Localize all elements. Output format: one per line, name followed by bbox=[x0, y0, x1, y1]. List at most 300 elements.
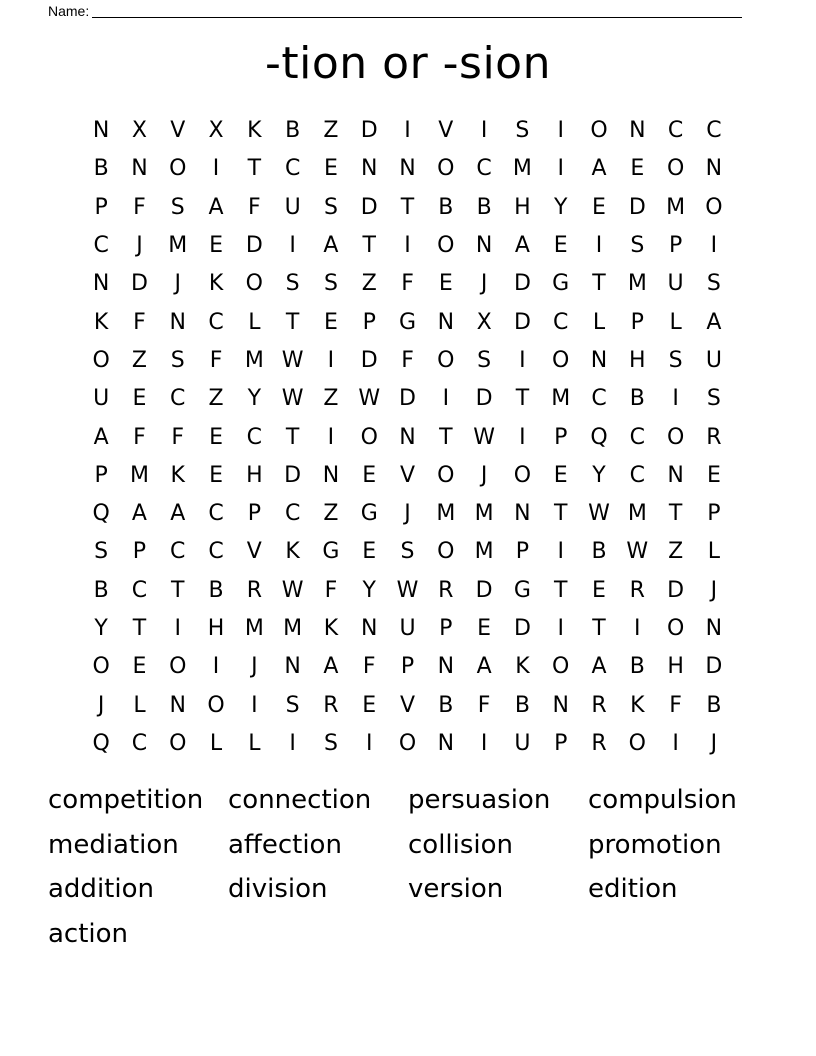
grid-letter[interactable]: D bbox=[667, 577, 685, 603]
grid-letter[interactable]: D bbox=[360, 347, 378, 373]
grid-letter[interactable]: A bbox=[476, 654, 492, 680]
grid-letter[interactable]: A bbox=[591, 654, 607, 680]
grid-letter[interactable]: M bbox=[129, 462, 149, 488]
grid-letter[interactable]: V bbox=[246, 539, 262, 565]
grid-letter[interactable]: Z bbox=[323, 118, 339, 144]
grid-letter[interactable]: C bbox=[629, 424, 645, 450]
grid-letter[interactable]: I bbox=[480, 730, 488, 756]
grid-letter[interactable]: B bbox=[629, 654, 645, 680]
grid-letter[interactable]: B bbox=[514, 692, 530, 718]
grid-letter[interactable]: H bbox=[246, 462, 263, 488]
grid-letter[interactable]: I bbox=[710, 233, 718, 259]
grid-letter[interactable]: A bbox=[170, 501, 186, 527]
grid-letter[interactable]: P bbox=[400, 654, 415, 680]
grid-letter[interactable]: K bbox=[285, 539, 300, 565]
grid-letter[interactable]: E bbox=[323, 309, 338, 335]
grid-letter[interactable]: R bbox=[246, 577, 262, 603]
grid-letter[interactable]: O bbox=[552, 347, 570, 373]
grid-letter[interactable]: W bbox=[281, 577, 304, 603]
grid-letter[interactable]: N bbox=[399, 156, 416, 182]
grid-letter[interactable]: B bbox=[208, 577, 224, 603]
grid-letter[interactable]: T bbox=[592, 271, 606, 297]
grid-letter[interactable]: R bbox=[591, 730, 607, 756]
grid-letter[interactable]: J bbox=[404, 501, 411, 527]
grid-letter[interactable]: K bbox=[208, 271, 224, 297]
grid-letter[interactable]: T bbox=[439, 424, 453, 450]
grid-letter[interactable]: I bbox=[557, 156, 564, 182]
grid-letter[interactable]: M bbox=[474, 539, 494, 565]
grid-letter[interactable]: I bbox=[289, 730, 296, 756]
grid-letter[interactable]: I bbox=[595, 233, 603, 259]
grid-letter[interactable]: L bbox=[592, 309, 606, 335]
grid-letter[interactable]: P bbox=[554, 424, 568, 450]
grid-letter[interactable]: D bbox=[245, 233, 263, 259]
grid-letter[interactable]: J bbox=[480, 462, 488, 488]
word-list-item: collision bbox=[408, 829, 514, 860]
grid-letter[interactable]: B bbox=[93, 156, 109, 182]
grid-letter[interactable]: F bbox=[324, 577, 338, 603]
grid-letter[interactable]: I bbox=[404, 118, 411, 144]
grid-letter[interactable]: D bbox=[360, 118, 378, 144]
grid-letter[interactable]: H bbox=[207, 616, 225, 641]
grid-letter[interactable]: C bbox=[208, 309, 224, 335]
grid-letter[interactable]: A bbox=[591, 156, 607, 182]
grid-letter[interactable]: I bbox=[289, 233, 296, 259]
grid-letter[interactable]: J bbox=[251, 654, 258, 680]
grid-letter[interactable]: A bbox=[93, 424, 109, 450]
grid-letter[interactable]: T bbox=[362, 233, 376, 259]
grid-letter[interactable]: J bbox=[97, 692, 105, 718]
grid-letter[interactable]: T bbox=[285, 424, 300, 450]
grid-letter[interactable]: C bbox=[170, 539, 186, 565]
grid-letter[interactable]: T bbox=[668, 501, 683, 527]
grid-letter[interactable]: F bbox=[171, 424, 185, 450]
grid-letter[interactable]: Y bbox=[553, 194, 568, 220]
grid-letter[interactable]: M bbox=[283, 616, 303, 641]
grid-letter[interactable]: D bbox=[705, 654, 723, 680]
grid-letter[interactable]: O bbox=[92, 347, 110, 373]
grid-letter[interactable]: L bbox=[248, 309, 261, 335]
grid-letter[interactable]: N bbox=[705, 156, 723, 182]
grid-letter[interactable]: N bbox=[360, 616, 378, 641]
grid-letter[interactable]: E bbox=[630, 156, 645, 182]
grid-letter[interactable]: S bbox=[477, 347, 492, 373]
grid-letter[interactable]: Y bbox=[362, 577, 376, 603]
word-search-grid bbox=[82, 112, 733, 763]
grid-letter[interactable]: C bbox=[170, 386, 186, 412]
grid-letter[interactable]: P bbox=[668, 233, 683, 259]
grid-letter[interactable]: S bbox=[323, 730, 338, 756]
grid-letter[interactable]: N bbox=[92, 271, 110, 297]
grid-letter[interactable]: O bbox=[437, 233, 455, 259]
grid-letter[interactable]: E bbox=[323, 156, 338, 182]
grid-letter[interactable]: O bbox=[552, 654, 570, 680]
word-list-item: action bbox=[48, 918, 129, 949]
grid-letter[interactable]: I bbox=[212, 156, 220, 182]
grid-letter[interactable]: P bbox=[94, 194, 108, 220]
word-list-item: competition bbox=[48, 785, 204, 815]
grid-letter[interactable]: B bbox=[438, 194, 454, 220]
grid-letter[interactable]: U bbox=[284, 194, 301, 220]
grid-letter[interactable]: M bbox=[627, 501, 647, 527]
grid-letter[interactable]: A bbox=[131, 501, 147, 527]
grid-letter[interactable]: F bbox=[362, 654, 376, 680]
grid-letter[interactable]: O bbox=[207, 692, 225, 718]
grid-letter[interactable]: X bbox=[131, 118, 147, 144]
grid-letter[interactable]: I bbox=[634, 616, 641, 641]
word-list-item: version bbox=[408, 874, 504, 904]
grid-letter[interactable]: Y bbox=[247, 386, 262, 412]
grid-letter[interactable]: I bbox=[519, 347, 526, 373]
grid-letter[interactable]: P bbox=[554, 730, 568, 756]
grid-letter[interactable]: E bbox=[209, 424, 223, 450]
grid-letter[interactable]: N bbox=[437, 309, 455, 335]
grid-letter[interactable]: N bbox=[284, 654, 301, 680]
grid-letter[interactable]: V bbox=[438, 118, 454, 144]
name-line bbox=[48, 0, 742, 18]
grid-letter[interactable]: F bbox=[248, 194, 261, 220]
grid-letter[interactable]: N bbox=[514, 501, 531, 527]
grid-letter[interactable]: C bbox=[208, 539, 224, 565]
grid-letter[interactable]: E bbox=[553, 233, 568, 259]
grid-letter[interactable]: D bbox=[513, 271, 531, 297]
grid-letter[interactable]: B bbox=[476, 194, 492, 220]
grid-letter[interactable]: I bbox=[557, 616, 564, 641]
grid-letter[interactable]: O bbox=[437, 462, 455, 488]
grid-letter[interactable]: O bbox=[360, 424, 378, 450]
grid-letter[interactable]: C bbox=[553, 309, 569, 335]
grid-letter[interactable]: I bbox=[557, 539, 564, 565]
grid-letter[interactable]: E bbox=[209, 462, 223, 488]
grid-letter[interactable]: S bbox=[706, 271, 721, 297]
grid-letter[interactable]: F bbox=[133, 309, 146, 335]
grid-letter[interactable]: Z bbox=[208, 386, 224, 412]
grid-letter[interactable]: X bbox=[208, 118, 224, 144]
grid-letter[interactable]: N bbox=[667, 462, 684, 488]
grid-letter[interactable]: C bbox=[706, 118, 722, 144]
grid-letter[interactable]: M bbox=[666, 194, 686, 220]
grid-letter[interactable]: I bbox=[327, 424, 335, 450]
grid-letter[interactable]: P bbox=[94, 462, 108, 488]
grid-letter[interactable]: J bbox=[480, 271, 488, 297]
grid-letter[interactable]: H bbox=[629, 347, 646, 373]
grid-letter[interactable]: C bbox=[629, 462, 645, 488]
grid-letter[interactable]: Y bbox=[592, 462, 606, 488]
grid-letter[interactable]: N bbox=[169, 309, 186, 335]
grid-letter[interactable]: B bbox=[438, 692, 454, 718]
grid-letter[interactable]: O bbox=[628, 730, 646, 756]
grid-letter[interactable]: B bbox=[285, 118, 301, 144]
grid-letter[interactable]: P bbox=[630, 309, 644, 335]
grid-letter[interactable]: S bbox=[515, 118, 530, 144]
grid-letter[interactable]: O bbox=[169, 654, 187, 680]
grid-letter[interactable]: C bbox=[284, 156, 301, 182]
grid-letter[interactable]: N bbox=[131, 156, 148, 182]
grid-letter[interactable]: S bbox=[285, 692, 300, 718]
grid-letter[interactable]: M bbox=[474, 501, 494, 527]
grid-letter[interactable]: K bbox=[93, 309, 109, 335]
word-list-item: affection bbox=[228, 829, 342, 860]
grid-letter[interactable]: P bbox=[132, 539, 147, 565]
grid-letter[interactable]: P bbox=[439, 616, 453, 641]
grid-letter[interactable]: N bbox=[475, 233, 493, 259]
grid-letter[interactable]: E bbox=[132, 654, 147, 680]
grid-letter[interactable]: O bbox=[169, 156, 187, 182]
grid-letter[interactable]: I bbox=[212, 654, 220, 680]
grid-letter[interactable]: T bbox=[553, 501, 568, 527]
grid-letter[interactable]: A bbox=[323, 654, 339, 680]
grid-letter[interactable]: O bbox=[437, 347, 455, 373]
grid-letter[interactable]: F bbox=[477, 692, 491, 718]
grid-letter[interactable]: H bbox=[514, 194, 531, 220]
grid-letter[interactable]: B bbox=[591, 539, 607, 565]
grid-letter[interactable]: N bbox=[552, 692, 569, 718]
grid-letter[interactable]: W bbox=[473, 424, 495, 450]
grid-letter[interactable]: L bbox=[707, 539, 721, 565]
grid-letter[interactable]: R bbox=[629, 577, 645, 603]
grid-letter[interactable]: O bbox=[666, 156, 685, 182]
grid-letter[interactable]: O bbox=[513, 462, 532, 488]
grid-letter[interactable]: N bbox=[437, 654, 455, 680]
grid-letter[interactable]: M bbox=[551, 386, 571, 412]
grid-letter[interactable]: A bbox=[208, 194, 224, 220]
grid-letter[interactable]: S bbox=[285, 271, 300, 297]
grid-letter[interactable]: E bbox=[362, 462, 377, 488]
grid-letter[interactable]: P bbox=[707, 501, 721, 527]
grid-letter[interactable]: D bbox=[360, 194, 378, 220]
grid-letter[interactable]: O bbox=[590, 118, 608, 144]
page-title: -tion or -sion bbox=[265, 38, 551, 89]
grid-letter[interactable]: R bbox=[438, 577, 454, 603]
grid-letter[interactable]: N bbox=[399, 424, 416, 450]
grid-letter[interactable]: K bbox=[323, 616, 339, 641]
grid-letter[interactable]: L bbox=[209, 730, 223, 756]
grid-letter[interactable]: J bbox=[710, 577, 718, 603]
grid-letter[interactable]: I bbox=[480, 118, 488, 144]
grid-letter[interactable]: O bbox=[245, 271, 263, 297]
grid-letter[interactable]: W bbox=[358, 386, 381, 412]
grid-letter[interactable]: E bbox=[706, 462, 721, 488]
grid-letter[interactable]: D bbox=[475, 577, 493, 603]
grid-letter[interactable]: P bbox=[362, 309, 376, 335]
grid-letter[interactable]: E bbox=[132, 386, 147, 412]
grid-letter[interactable]: S bbox=[706, 386, 721, 412]
grid-letter[interactable]: C bbox=[591, 386, 607, 412]
grid-letter[interactable]: C bbox=[476, 156, 492, 182]
grid-letter[interactable]: P bbox=[515, 539, 530, 565]
grid-letter[interactable]: E bbox=[553, 462, 568, 488]
grid-letter[interactable]: M bbox=[244, 616, 264, 641]
grid-letter[interactable]: U bbox=[667, 271, 684, 297]
grid-letter[interactable]: N bbox=[705, 616, 723, 641]
grid-letter[interactable]: N bbox=[437, 730, 455, 756]
grid-letter[interactable]: G bbox=[398, 309, 417, 335]
grid-letter[interactable]: D bbox=[399, 386, 416, 412]
grid-letter[interactable]: R bbox=[323, 692, 339, 718]
grid-letter[interactable]: S bbox=[668, 347, 683, 373]
grid-letter[interactable]: Z bbox=[361, 271, 377, 297]
grid-letter[interactable]: S bbox=[630, 233, 645, 259]
grid-letter[interactable]: O bbox=[398, 730, 417, 756]
grid-letter[interactable]: L bbox=[133, 692, 146, 718]
grid-letter[interactable]: U bbox=[514, 730, 531, 756]
grid-letter[interactable]: T bbox=[285, 309, 300, 335]
grid-letter[interactable]: W bbox=[396, 577, 419, 603]
grid-letter[interactable]: S bbox=[170, 347, 185, 373]
grid-letter[interactable]: L bbox=[669, 309, 682, 335]
grid-letter[interactable]: O bbox=[666, 616, 685, 641]
grid-letter[interactable]: I bbox=[365, 730, 373, 756]
grid-letter[interactable]: T bbox=[171, 577, 185, 603]
grid-letter[interactable]: Z bbox=[323, 501, 339, 527]
grid-letter[interactable]: C bbox=[246, 424, 263, 450]
grid-letter[interactable]: C bbox=[284, 501, 301, 527]
grid-letter[interactable]: Z bbox=[668, 539, 684, 565]
grid-letter[interactable]: C bbox=[131, 730, 148, 756]
grid-letter[interactable]: S bbox=[170, 194, 185, 220]
grid-letter[interactable]: F bbox=[401, 271, 414, 297]
grid-letter[interactable]: I bbox=[519, 424, 526, 450]
grid-letter[interactable]: K bbox=[630, 692, 645, 718]
grid-letter[interactable]: T bbox=[515, 386, 530, 412]
grid-letter[interactable]: T bbox=[553, 577, 568, 603]
grid-letter[interactable]: D bbox=[475, 386, 493, 412]
grid-letter[interactable]: N bbox=[629, 118, 646, 144]
grid-letter[interactable]: O bbox=[437, 539, 455, 565]
grid-letter[interactable]: E bbox=[592, 194, 606, 220]
grid-letter[interactable]: E bbox=[362, 692, 377, 718]
grid-letter[interactable]: S bbox=[94, 539, 109, 565]
grid-letter[interactable]: U bbox=[399, 616, 416, 641]
grid-letter[interactable]: L bbox=[248, 730, 261, 756]
grid-letter[interactable]: I bbox=[327, 347, 335, 373]
grid-letter[interactable]: J bbox=[710, 730, 718, 756]
grid-letter[interactable]: D bbox=[130, 271, 148, 297]
grid-letter[interactable]: W bbox=[281, 347, 304, 373]
grid-letter[interactable]: M bbox=[627, 271, 647, 297]
grid-letter[interactable]: I bbox=[174, 616, 181, 641]
grid-letter[interactable]: D bbox=[284, 462, 302, 488]
grid-letter[interactable]: S bbox=[400, 539, 415, 565]
grid-letter[interactable]: D bbox=[628, 194, 646, 220]
grid-letter[interactable]: Q bbox=[590, 424, 608, 450]
grid-letter[interactable]: Q bbox=[92, 730, 110, 756]
grid-letter[interactable]: E bbox=[477, 616, 492, 641]
grid-letter[interactable]: M bbox=[512, 156, 532, 182]
grid-letter[interactable]: N bbox=[169, 692, 186, 718]
grid-letter[interactable]: T bbox=[592, 616, 606, 641]
grid-letter[interactable]: V bbox=[170, 118, 186, 144]
grid-letter[interactable]: M bbox=[244, 347, 264, 373]
grid-letter[interactable]: M bbox=[168, 233, 188, 259]
grid-letter[interactable]: O bbox=[705, 194, 723, 220]
grid-letter[interactable]: W bbox=[281, 386, 304, 412]
grid-letter[interactable]: W bbox=[626, 539, 649, 565]
grid-letter[interactable]: G bbox=[513, 577, 531, 603]
grid-letter[interactable]: C bbox=[208, 501, 224, 527]
grid-letter[interactable]: C bbox=[93, 233, 109, 259]
grid-letter[interactable]: M bbox=[436, 501, 456, 527]
grid-letter[interactable]: J bbox=[174, 271, 181, 297]
grid-letter[interactable]: I bbox=[672, 386, 679, 412]
grid-letter[interactable]: X bbox=[476, 309, 492, 335]
grid-letter[interactable]: T bbox=[247, 156, 262, 182]
grid-letter[interactable]: F bbox=[133, 194, 146, 220]
grid-letter[interactable]: W bbox=[588, 501, 610, 527]
grid-letter[interactable]: Z bbox=[323, 386, 339, 412]
grid-letter[interactable]: V bbox=[399, 692, 416, 718]
grid-letter[interactable]: J bbox=[136, 233, 143, 259]
grid-letter[interactable]: O bbox=[169, 730, 187, 756]
grid-letter[interactable]: P bbox=[247, 501, 261, 527]
grid-letter[interactable]: H bbox=[667, 654, 684, 680]
grid-letter[interactable]: Z bbox=[131, 347, 147, 373]
grid-letter[interactable]: I bbox=[442, 386, 450, 412]
grid-letter[interactable]: V bbox=[399, 462, 416, 488]
grid-letter[interactable]: O bbox=[437, 156, 455, 182]
grid-letter[interactable]: T bbox=[132, 616, 147, 641]
grid-letter[interactable]: F bbox=[669, 692, 682, 718]
grid-letter[interactable]: B bbox=[706, 692, 722, 718]
grid-letter[interactable]: E bbox=[362, 539, 377, 565]
grid-letter[interactable]: A bbox=[323, 233, 339, 259]
grid-letter[interactable]: B bbox=[93, 577, 109, 603]
grid-letter[interactable]: E bbox=[438, 271, 453, 297]
grid-letter[interactable]: N bbox=[360, 156, 378, 182]
grid-letter[interactable]: C bbox=[667, 118, 684, 144]
grid-letter[interactable]: E bbox=[209, 233, 223, 259]
name-blank-line[interactable] bbox=[92, 3, 742, 18]
grid-letter[interactable]: G bbox=[322, 539, 340, 565]
grid-letter[interactable]: N bbox=[322, 462, 340, 488]
grid-letter[interactable]: I bbox=[404, 233, 411, 259]
grid-letter[interactable]: R bbox=[706, 424, 722, 450]
grid-letter[interactable]: I bbox=[672, 730, 679, 756]
grid-letter[interactable]: D bbox=[513, 616, 531, 641]
grid-letter[interactable]: R bbox=[591, 692, 607, 718]
grid-letter[interactable]: Y bbox=[94, 616, 108, 641]
grid-letter[interactable]: G bbox=[360, 501, 378, 527]
grid-letter[interactable]: S bbox=[323, 194, 338, 220]
grid-letter[interactable]: O bbox=[92, 654, 110, 680]
grid-letter[interactable]: K bbox=[170, 462, 185, 488]
grid-letter[interactable]: U bbox=[93, 386, 110, 412]
grid-letter[interactable]: I bbox=[557, 118, 564, 144]
grid-letter[interactable]: N bbox=[92, 118, 110, 144]
grid-letter[interactable]: I bbox=[251, 692, 258, 718]
grid-letter[interactable]: B bbox=[629, 386, 645, 412]
grid-letter[interactable]: Q bbox=[92, 501, 110, 527]
grid-letter[interactable]: S bbox=[323, 271, 338, 297]
grid-letter[interactable]: O bbox=[666, 424, 685, 450]
grid-letter[interactable]: T bbox=[400, 194, 415, 220]
grid-letter[interactable]: K bbox=[515, 654, 530, 680]
grid-letter[interactable]: D bbox=[513, 309, 531, 335]
word-list-item: compulsion bbox=[588, 785, 737, 815]
grid-letter[interactable]: F bbox=[209, 347, 223, 373]
word-list-item: addition bbox=[48, 874, 154, 904]
grid-letter[interactable]: N bbox=[590, 347, 608, 373]
grid-letter[interactable]: F bbox=[401, 347, 414, 373]
grid-letter[interactable]: U bbox=[705, 347, 722, 373]
grid-letter[interactable]: A bbox=[514, 233, 530, 259]
grid-letter[interactable]: K bbox=[247, 118, 262, 144]
grid-letter[interactable]: G bbox=[552, 271, 570, 297]
grid-letter[interactable]: F bbox=[133, 424, 146, 450]
grid-letter[interactable]: A bbox=[706, 309, 722, 335]
grid-letter[interactable]: E bbox=[592, 577, 606, 603]
grid-letter[interactable]: C bbox=[131, 577, 148, 603]
